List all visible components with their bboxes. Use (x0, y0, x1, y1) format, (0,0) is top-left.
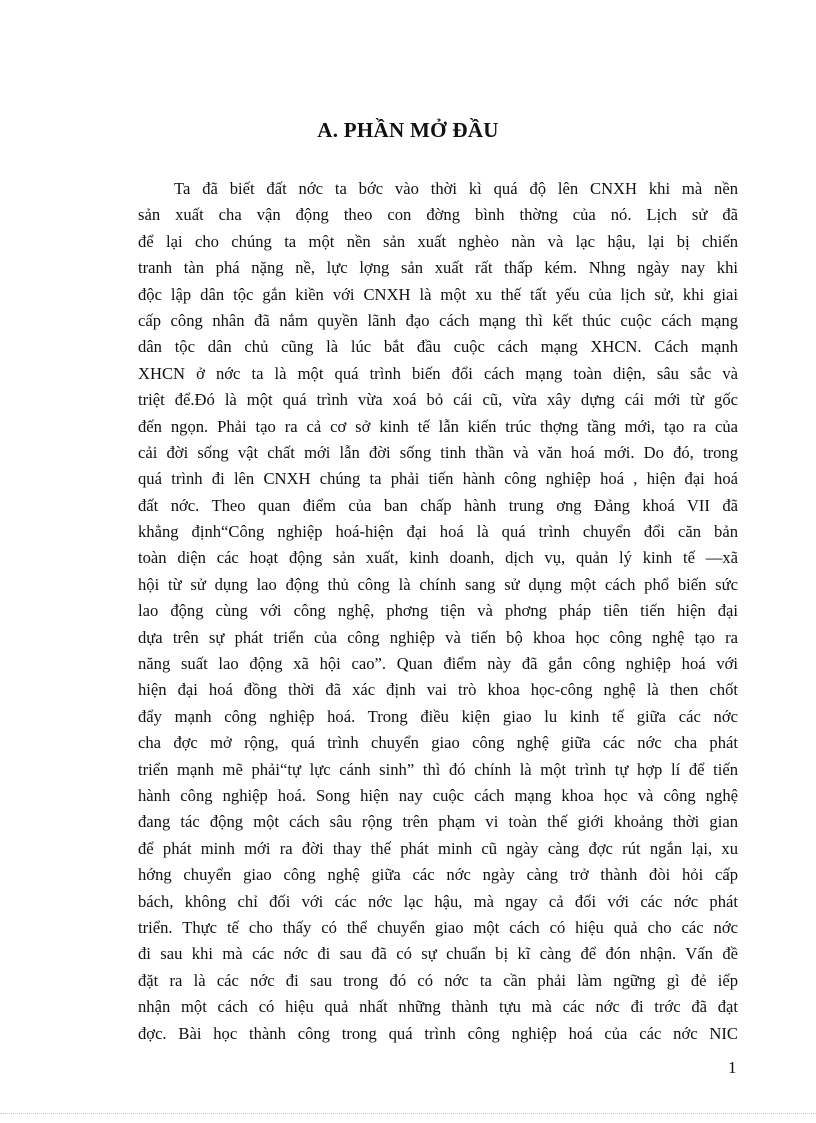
body-paragraph (138, 176, 738, 1047)
text-line: sản xuất cha vận động theo con đờng bình thờng của nó. Lịch sử đã (138, 205, 738, 225)
text-line: nhận một cách có hiệu quả nhất những thành tựu mà các nớc đi trớc đã đạt (138, 997, 738, 1017)
text-line: hội từ sử dụng lao động thủ công là chính sang sử dụng một cách phổ biến sức (138, 574, 738, 594)
text-line: triển. Thực tế cho thấy có thể chuyển giao một cách có hiệu quả cho các nớc (138, 917, 738, 937)
text-line: dựa trên sự phát triển của công nghiệp và tiến bộ khoa học công nghệ tạo ra (138, 627, 738, 647)
text-line: để phát minh mới ra đời thay thế phát minh cũ ngày càng đợc rút ngắn lại, xu (138, 838, 738, 858)
text-line: hành công nghiệp hoá. Song hiện nay cuộc cách mạng khoa học và công nghệ (138, 785, 738, 805)
section-title: A. PHẦN MỞ ĐẦU (317, 118, 499, 142)
text-line: đang tác động một cách sâu rộng trên phạm vi toàn thế giới khoảng thời gian (138, 812, 738, 832)
text-line: đẩy mạnh công nghiệp hoá. Trong điều kiện giao lu kinh tế giữa các nớc (138, 706, 738, 726)
text-line: độc lập dân tộc gắn kiền với CNXH là một xu thế tất yếu của lịch sử, khi giai (138, 284, 738, 304)
text-line: đặt ra là các nớc đi sau trong đó có nớc ta cần phải làm ngững gì đẻ iếp (138, 970, 738, 990)
text-line: XHCN ở nớc ta là một quá trình biến đổi cách mạng toàn diện, sâu sắc và (138, 363, 738, 383)
text-line: đến ngọn. Phải tạo ra cả cơ sở kinh tế lẫn kiến trúc thợng tầng mới, tạo ra của (138, 416, 738, 436)
text-line: tranh tàn phá nặng nề, lực lợng sản xuất rất thấp kém. Nhng ngày nay khi (138, 258, 738, 278)
text-line: hiện đại hoá đồng thời đã xác định vai trò khoa học-công nghệ là then chốt (138, 680, 738, 700)
text-line: toàn diện các hoạt động sản xuất, kinh doanh, dịch vụ, quản lý kinh tế —xã (138, 548, 738, 568)
text-line: cải đời sống vật chất mới lẫn đời sống tinh thần và văn hoá mới. Do đó, trong (138, 442, 738, 462)
text-line: bách, không chỉ đối với các nớc lạc hậu, mà ngay cả đối với các nớc phát (138, 891, 738, 911)
text-line: đi sau khi mà các nớc đi sau đã có sự chuẩn bị kĩ càng để đón nhận. Vấn đề (138, 944, 738, 964)
text-line: cha đợc mở rộng, quá trình chuyển giao công nghệ giữa các nớc cha phát (138, 733, 738, 753)
text-line: quá trình đi lên CNXH chúng ta phải tiến hành công nghiệp hoá , hiện đại hoá (138, 469, 738, 489)
text-line: hớng chuyển giao công nghệ giữa các nớc ngày càng trở thành đòi hỏi cấp (138, 865, 738, 885)
text-line: triển mạnh mẽ phải“tự lực cánh sinh” thì đó chính là một trình tự hợp lí để tiến (138, 759, 738, 779)
text-line: lao động cùng với công nghệ, phơng tiện và phơng pháp tiên tiến hiện đại (138, 601, 738, 621)
text-line: đợc. Bài học thành công trong quá trình công nghiệp hoá của các nớc NIC (138, 1023, 738, 1043)
text-line: dân tộc dân chủ cũng là lúc bắt đầu cuộc cách mạng XHCN. Cách mạnh (138, 337, 738, 357)
text-line: để lại cho chúng ta một nền sản xuất nghèo nàn và lạc hậu, lại bị chiến (138, 231, 738, 251)
text-line: triệt để.Đó là một quá trình vừa xoá bỏ cái cũ, vừa xây dựng cái mới từ gốc (138, 390, 738, 410)
text-line: đất nớc. Theo quan điểm của ban chấp hành trung ơng Đảng khoá VII đã (138, 495, 738, 515)
text-line: khẳng định“Công nghiệp hoá-hiện đại hoá là quá trình chuyển đổi căn bản (138, 522, 738, 542)
page-number: 1 (728, 1058, 737, 1077)
text-line: cấp công nhân đã nắm quyền lãnh đạo cách mạng thì kết thúc cuộc cách mạng (138, 310, 738, 330)
page-bottom-divider (0, 1113, 816, 1114)
text-line: Ta đã biết đất nớc ta bớc vào thời kì quá độ lên CNXH khi mà nền (174, 179, 738, 198)
text-line: năng suất lao động xã hội cao”. Quan điểm này đã gắn công nghiệp hoá với (138, 654, 738, 674)
